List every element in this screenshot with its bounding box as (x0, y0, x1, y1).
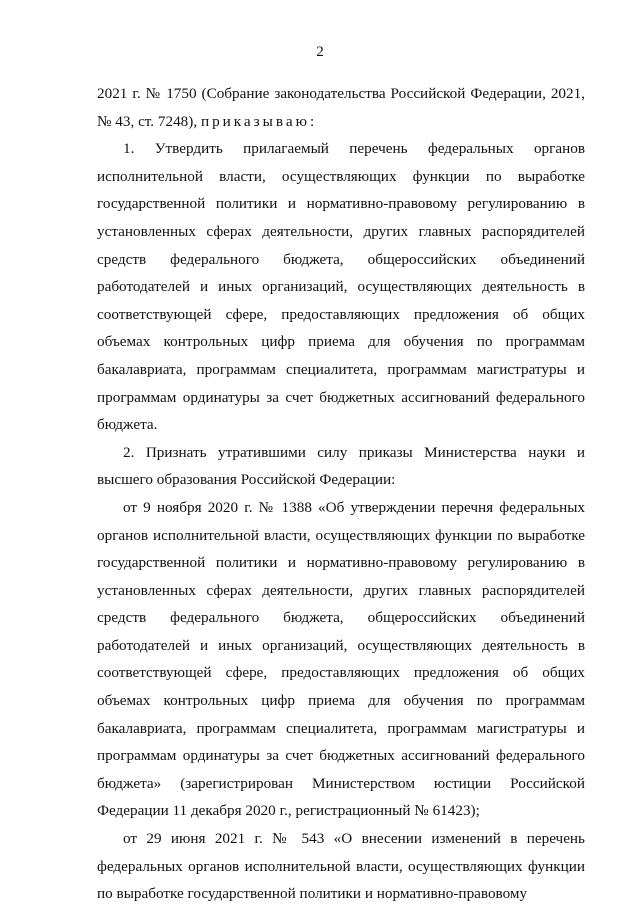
page-number: 2 (316, 44, 324, 60)
paragraph-intro-text: 2021 г. № 1750 (Собрание законодательства Российской Федерации, 2021, № 43, ст. 7248), (97, 85, 585, 130)
paragraph-intro-end: : (309, 112, 315, 130)
paragraph-item-1: 1. Утвердить прилагаемый перечень федеральных органов исполнительной власти, осуществляющих функции по выработке государственной политики и нормативно-правовому регулированию в установленных сферах деятельности, других главных распорядителей средств федерального бюджета, общероссийских объединений работодателей и иных организаций, осуществляющих деятельность в соответствующей сфере, предоставляющих предложения об общих объемах контрольных цифр приема для обучения по программам бакалавриата, программам специалитета, программам магистратуры и программам ординатуры за счет бюджетных ассигнований федерального бюджета. (97, 140, 585, 434)
paragraph-intro-spaced-word: приказываю (200, 112, 310, 130)
paragraph-order-1388: от 9 ноября 2020 г. № 1388 «Об утверждении перечня федеральных органов исполнительной власти, осуществляющих функции по выработке государственной политики и нормативно-правовому регулированию в установленных сферах деятельности, других главных распорядителей средств федерального бюджета, общероссийских объединений работодателей и иных организаций, осуществляющих деятельность в соответствующей сфере, предоставляющих предложения об общих объемах контрольных цифр приема для обучения по программам бакалавриата, программам специалитета, программам магистратуры и программам ординатуры за счет бюджетных ассигнований федерального бюджета» (зарегистрирован Министерством юстиции Российской Федерации 11 декабря 2020 г., регистрационный № 61423); (97, 498, 585, 820)
document-body (97, 80, 585, 908)
paragraph-intro (97, 80, 585, 135)
paragraph-item-2: 2. Признать утратившими силу приказы Министерства науки и высшего образования Российской Федерации: (97, 443, 585, 489)
paragraph-order-543: от 29 июня 2021 г. № 543 «О внесении изменений в перечень федеральных органов исполнительной власти, осуществляющих функции по выработке государственной политики и нормативно-правовому (97, 830, 585, 903)
